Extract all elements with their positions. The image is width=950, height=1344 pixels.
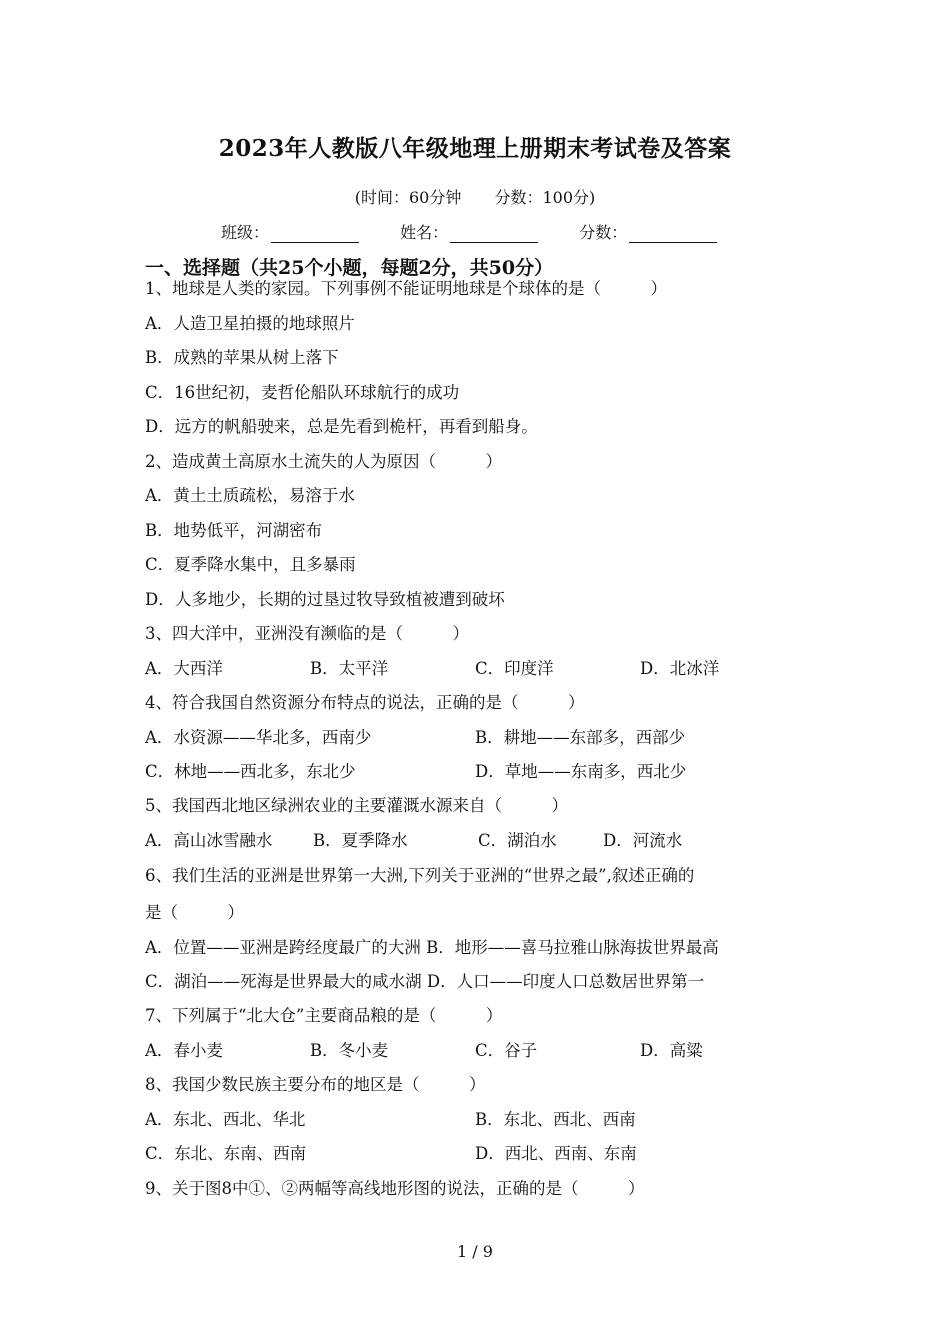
question-5-stem: 5、我国西北地区绿洲农业的主要灌溉水源来自（ ） [145,796,568,815]
question-7-option-d: D．高粱 [640,1041,703,1060]
question-5-options [145,831,845,851]
question-8-option-b: B．东北、西北、西南 [475,1110,636,1129]
question-6-stem: 6、我们生活的亚洲是世界第一大洲,下列关于亚洲的“世界之最”,叙述正确的 [145,866,695,885]
name-field [400,220,538,243]
question-4-stem: 4、符合我国自然资源分布特点的说法，正确的是（ ） [145,693,585,712]
question-4-option-b: B．耕地——东部多，西部少 [475,728,686,747]
question-9-stem: 9、关于图8中①、②两幅等高线地形图的说法，正确的是（ ） [145,1179,645,1198]
score-label: 分数： [579,223,628,242]
question-1-option-d: D．远方的帆船驶来，总是先看到桅杆，再看到船身。 [145,417,538,436]
question-6-options-cd: C．湖泊——死海是世界最大的咸水湖 D．人口——印度人口总数居世界第一 [145,972,705,991]
question-6-stem-cont: 是（ ） [145,903,244,922]
question-2-option-d: D．人多地少，长期的过垦过牧导致植被遭到破坏 [145,590,505,609]
question-8-options-ab [145,1110,845,1130]
page-number: 1 / 9 [457,1242,493,1261]
question-5-option-d: D．河流水 [603,831,683,850]
question-7-options [145,1041,845,1061]
question-5-option-b: B．夏季降水 [313,831,408,850]
page-title: 2023年人教版八年级地理上册期末考试卷及答案 [218,135,732,162]
question-8-options-cd [145,1144,845,1164]
question-2-option-c: C．夏季降水集中，且多暴雨 [145,555,356,574]
student-fields [221,220,753,243]
question-7-stem: 7、下列属于“北大仓”主要商品粮的是（ ） [145,1006,503,1025]
question-4-option-d: D．草地——东南多，西北少 [475,762,687,781]
class-label: 班级： [221,223,270,242]
question-2-option-b: B．地势低平，河湖密布 [145,521,323,540]
question-3-option-c: C．印度洋 [475,659,554,678]
question-5-option-a: A．高山冰雪融水 [145,831,273,850]
question-3-stem: 3、四大洋中，亚洲没有濒临的是（ ） [145,624,469,643]
question-4-option-c: C．林地——西北多，东北少 [145,762,356,781]
question-6-options-ab: A．位置——亚洲是跨经度最广的大洲 B．地形——喜马拉雅山脉海拔世界最高 [145,938,719,957]
question-8-option-c: C．东北、东南、西南 [145,1144,307,1163]
question-4-option-a: A．水资源——华北多，西南少 [145,728,372,747]
exam-total-score: 分数：100分) [494,188,596,207]
question-8-option-d: D．西北、西南、东南 [475,1144,637,1163]
question-2-stem: 2、造成黄土高原水土流失的人为原因（ ） [145,452,502,471]
question-1-option-b: B．成熟的苹果从树上落下 [145,348,339,367]
question-1-option-c: C．16世纪初，麦哲伦船队环球航行的成功 [145,383,460,402]
question-3-option-a: A．大西洋 [145,659,223,678]
question-7-option-c: C．谷子 [475,1041,538,1060]
question-8-option-a: A．东北、西北、华北 [145,1110,306,1129]
exam-time: (时间：60分钟 [354,188,462,207]
exam-info [0,185,950,208]
question-1-stem: 1、地球是人类的家园。下列事例不能证明地球是个球体的是（ ） [145,279,667,298]
question-3-option-d: D．北冰洋 [640,659,720,678]
class-field [221,220,359,243]
name-blank[interactable] [450,226,538,243]
question-3-option-b: B．太平洋 [310,659,389,678]
question-5-option-c: C．湖泊水 [478,831,557,850]
question-8-stem: 8、我国少数民族主要分布的地区是（ ） [145,1075,486,1094]
question-4-options-ab [145,728,845,748]
score-field [579,220,717,243]
class-blank[interactable] [271,226,359,243]
question-7-option-b: B．冬小麦 [310,1041,389,1060]
question-3-options [145,659,845,679]
question-1-option-a: A．人造卫星拍摄的地球照片 [145,314,355,333]
question-2-option-a: A．黄土土质疏松，易溶于水 [145,486,355,505]
score-blank[interactable] [629,226,717,243]
name-label: 姓名： [400,223,449,242]
section-heading: 一、选择题（共25个小题，每题2分，共50分） [145,257,554,279]
question-7-option-a: A．春小麦 [145,1041,223,1060]
question-4-options-cd [145,762,845,782]
